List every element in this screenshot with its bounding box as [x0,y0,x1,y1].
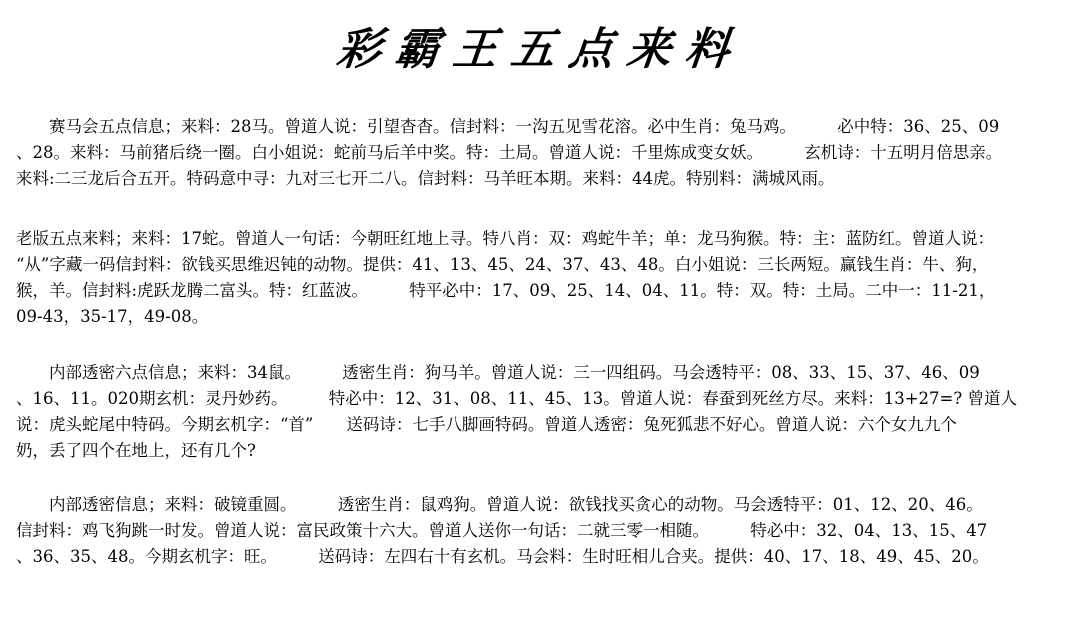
paragraph-neibu-info [16,492,1066,570]
text-line: 内部透密六点信息；来料：34鼠。 透密生肖：狗马羊。曾道人说：三一四组码。马会透特平：08、33、15、37、46、09 [16,363,980,382]
text-line: 说：虎头蛇尾中特码。今期玄机字：“首” 送码诗：七手八脚画特码。曾道人透密：兔死狐悲不好心。曾道人说：六个女九九个 [16,415,957,434]
page-title: 彩霸王五点来料 [334,24,746,75]
text-line: 老版五点来料；来料：17蛇。曾道人一句话：今朝旺红地上寻。特八肖：双：鸡蛇牛羊；单：龙马狗猴。特：主：蓝防红。曾道人说： [16,229,994,248]
text-line: “从”字藏一码信封料：欲钱买思维迟钝的动物。提供：41、13、45、24、37、43、48。白小姐说：三长两短。赢钱生肖：牛、狗， [16,255,989,274]
text-line: 猴，羊。信封料:虎跃龙腾二富头。特：红蓝波。 特平必中：17、09、25、14、04、11。特：双。特：土局。二中一：11-21， [16,281,996,300]
paragraph-neibu-six-points [16,360,1066,464]
text-line: 、28。来料：马前猪后绕一圈。白小姐说：蛇前马后羊中奖。特：土局。曾道人说：千里炼成变女妖。 玄机诗：十五明月倍思亲。 [16,143,1003,162]
text-line: 09-43，35-17，49-08。 [16,307,209,326]
text-line: 来料:二三龙后合五开。特码意中寻：九对三七开二八。信封料：马羊旺本期。来料：44虎。特别料：满城风雨。 [16,169,835,188]
text-line: 奶，丢了四个在地上，还有几个? [16,441,256,460]
text-line: 信封料：鸡飞狗跳一时发。曾道人说：富民政策十六大。曾道人送你一句话：二就三零一相随。 特必中：32、04、13、15、47 [16,521,988,540]
text-line: 、36、35、48。今期玄机字：旺。 送码诗：左四右十有玄机。马会料：生时旺相儿合夹。提供：40、17、18、49、45、20。 [16,547,989,566]
text-line: 内部透密信息；来料：破镜重圆。 透密生肖：鼠鸡狗。曾道人说：欲钱找买贪心的动物。马会透特平：01、12、20、46。 [16,495,983,514]
text-line: 赛马会五点信息；来料：28马。曾道人说：引望杳杳。信封料：一沟五见雪花溶。必中生肖：兔马鸡。 必中特：36、25、09 [16,117,1000,136]
paragraph-laoban-five-points [16,226,1066,330]
paragraph-saimahui-five-points [16,114,1066,192]
text-line: 、16、11。020期玄机：灵丹妙药。 特必中：12、31、08、11、45、13。曾道人说：春蚕到死丝方尽。来料：13+27=? 曾道人 [16,389,1017,408]
